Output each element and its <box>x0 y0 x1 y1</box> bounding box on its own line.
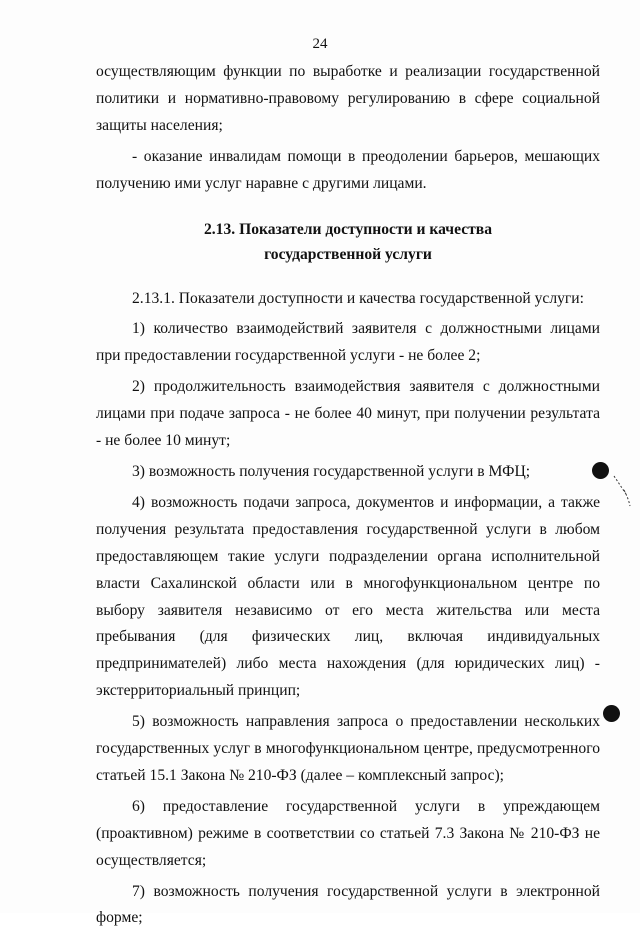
list-item-3: 3) возможность получения государственной услуги в МФЦ; <box>132 462 531 480</box>
paragraph-continuation: осуществляющим функции по выработке и реализации государственной политики и нормативно-правовому регулированию в сфере социальной защиты населения; <box>96 63 600 134</box>
list-item-1: 1) количество взаимодействий заявителя с должностными лицами при предоставлении государственной услуги - не более 2; <box>96 320 600 365</box>
list-item-2: 2) продолжительность взаимодействия заявителя с должностными лицами при подаче запроса - не более 40 минут, при получении результата - не более 10 минут; <box>96 378 600 450</box>
hole-punch-mark-lower <box>603 705 620 722</box>
section-heading-line2: государственной услуги <box>264 245 432 263</box>
section-heading-line1: 2.13. Показатели доступности и качества <box>203 220 493 238</box>
document-body <box>96 59 600 932</box>
paragraph-2-13-1: 2.13.1. Показатели доступности и качества государственной услуги: <box>132 289 584 307</box>
hole-punch-mark-upper <box>592 462 609 479</box>
paragraph-barriers: - оказание инвалидам помощи в преодолении барьеров, мешающих получению ими услуг наравне с другими лицами. <box>96 147 600 192</box>
list-item-4: 4) возможность подачи запроса, документов и информации, а также получения результата предоставления государственной услуги в любом предоставляющем такие услуги подразделении органа исполнительной власти Сахалинской области или в многофункциональном центре по выбору заявителя независимо от его места жительства или места пребывания (для физических лиц, включая индивидуальных предпринимателей) либо места нахождения (для юридических лиц) - экстерриториальный принцип; <box>96 493 600 700</box>
list-item-6: 6) предоставление государственной услуги в упреждающем (проактивном) режиме в соответствии со статьей 7.3 Закона № 210-ФЗ не осуществляется; <box>96 797 600 869</box>
list-item-7: 7) возможность получения государственной услуги в электронной форме; <box>96 882 600 927</box>
page-number: 24 <box>312 36 328 52</box>
pen-stroke-mark <box>612 474 632 508</box>
list-item-5: 5) возможность направления запроса о предоставлении нескольких государственных услуг в многофункциональном центре, предусмотренного статьей 15.1 Закона № 210-ФЗ (далее – комплексный запрос); <box>96 713 600 784</box>
